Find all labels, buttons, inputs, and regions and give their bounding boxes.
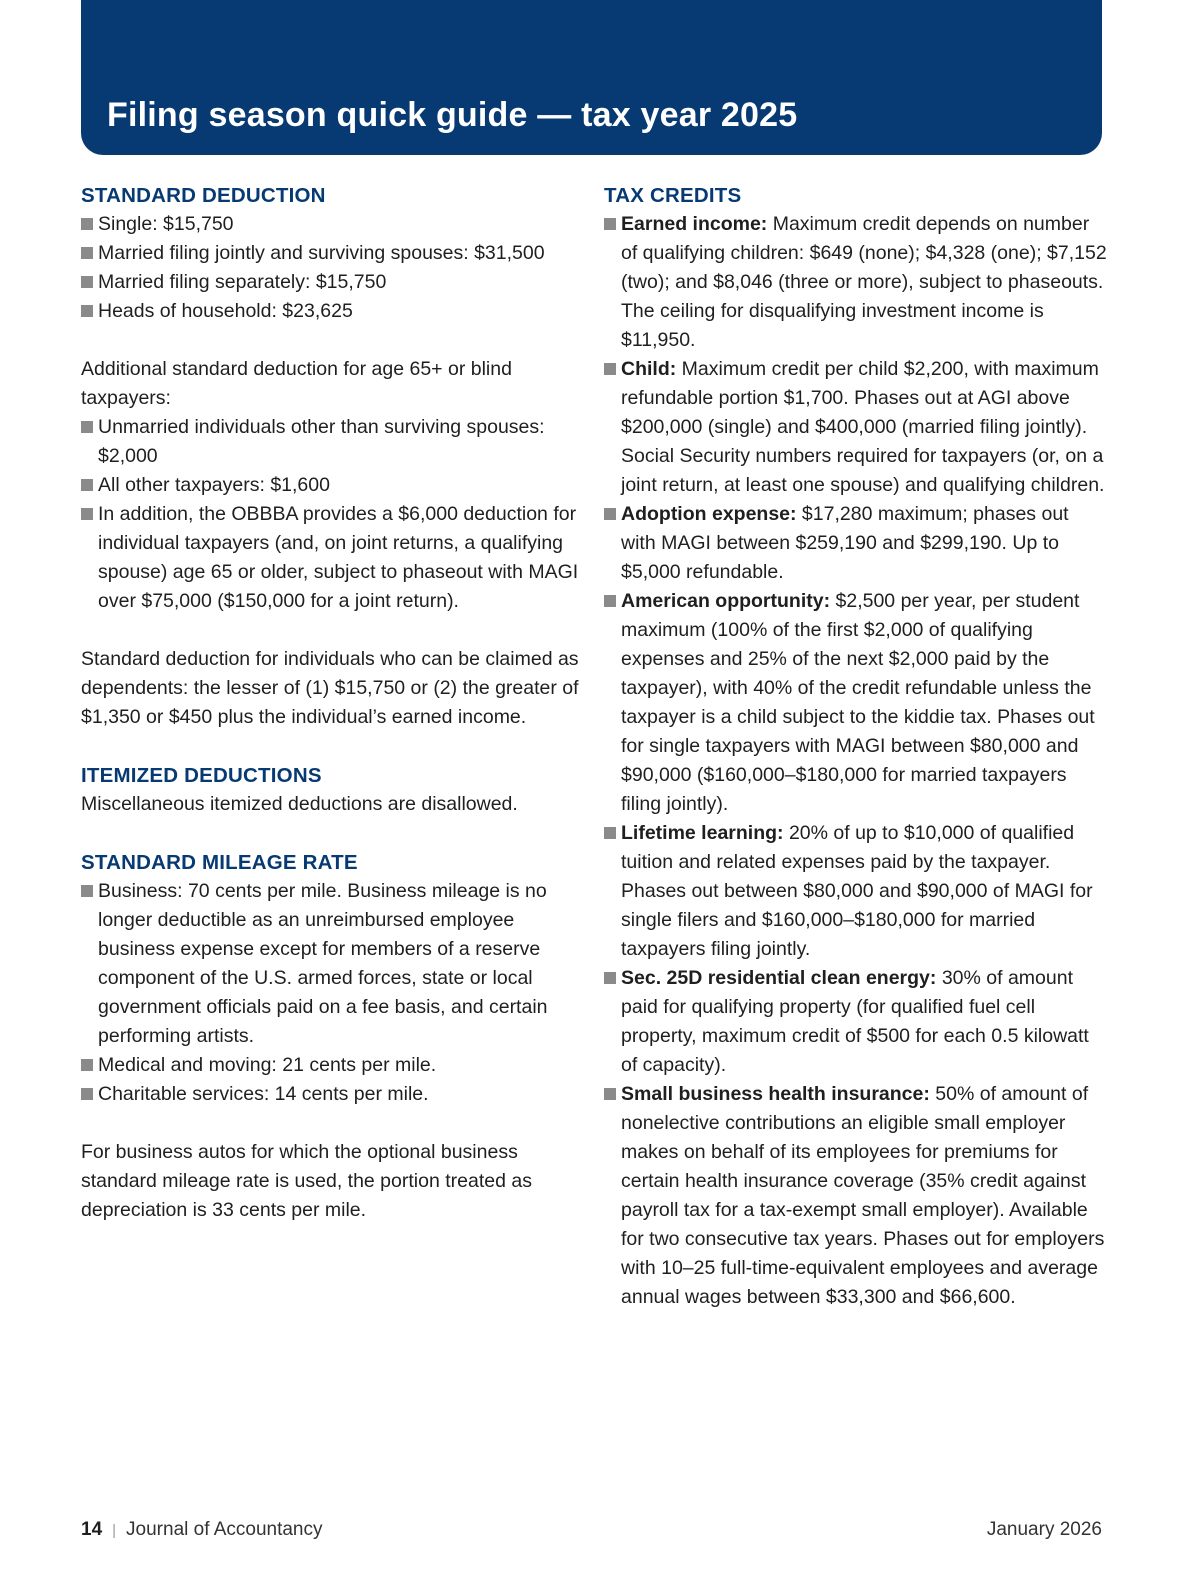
footer-separator: | [112, 1522, 117, 1539]
credit-small-business-health [604, 1080, 1107, 1312]
mileage-rate-heading: STANDARD MILEAGE RATE [81, 851, 358, 874]
spacer [81, 1109, 581, 1138]
spacer [81, 326, 581, 355]
list-item: All other taxpayers: $1,600 [81, 471, 581, 500]
left-column [81, 181, 581, 1225]
credit-term: Sec. 25D residential clean energy: [621, 967, 937, 989]
credit-clean-energy [604, 964, 1107, 1080]
mileage-rate-list [81, 877, 581, 1109]
list-item: Business: 70 cents per mile. Business mileage is no longer deductible as an unreimbursed employee business expense except for members of a reserve component of the U.S. armed forces, state or local government officials paid on a fee basis, and certain performing artists. [81, 877, 581, 1051]
credit-term: Earned income: [621, 213, 768, 235]
dependents-paragraph: Standard deduction for individuals who can be claimed as dependents: the lesser of (1) $15,750 or (2) the greater of $1,350 or $450 plus the individual’s earned income. [81, 648, 579, 728]
additional-deduction-list [81, 413, 581, 616]
itemized-deductions-text: Miscellaneous itemized deductions are disallowed. [81, 793, 518, 815]
list-item: Charitable services: 14 cents per mile. [81, 1080, 581, 1109]
list-item: Single: $15,750 [81, 210, 581, 239]
credit-text: 20% of up to $10,000 of qualified tuition and related expenses paid by the taxpayer. Phases out between $80,000 and $90,000 of MAGI for single filers and $160,000–$180,000 for married taxpayers filing jointly. [621, 822, 1093, 960]
credit-term: Adoption expense: [621, 503, 797, 525]
credit-text: Maximum credit depends on number of qualifying children: $649 (none); $4,328 (one); $7,152 (two); and $8,046 (three or more), subject to phaseouts. The ceiling for disqualifying investment income is $11,950. [621, 213, 1107, 351]
spacer [81, 732, 581, 761]
standard-deduction-list [81, 210, 581, 326]
credit-american-opportunity [604, 587, 1107, 819]
credit-child [604, 355, 1107, 500]
credit-text: Maximum credit per child $2,200, with maximum refundable portion $1,700. Phases out at AGI above $200,000 (single) and $400,000 (married filing jointly). Social Security numbers required for taxpayers (or, on a joint return, at least one spouse) and qualifying children. [621, 358, 1105, 496]
credit-lifetime-learning [604, 819, 1107, 964]
tax-credits-list [604, 210, 1107, 1312]
list-item: Married filing separately: $15,750 [81, 268, 581, 297]
itemized-deductions-heading: ITEMIZED DEDUCTIONS [81, 764, 322, 787]
business-autos-paragraph: For business autos for which the optional business standard mileage rate is used, the portion treated as depreciation is 33 cents per mile. [81, 1141, 532, 1221]
list-item: In addition, the OBBBA provides a $6,000 deduction for individual taxpayers (and, on joint returns, a qualifying spouse) age 65 or older, subject to phaseout with MAGI over $75,000 ($150,000 for a joint return). [81, 500, 581, 616]
credit-text: $2,500 per year, per student maximum (100% of the first $2,000 of qualifying expenses and 25% of the next $2,000 paid by the taxpayer), with 40% of the credit refundable unless the taxpayer is a child subject to the kiddie tax. Phases out for single taxpayers with MAGI between $80,000 and $90,000 ($160,000–$180,000 for married taxpayers filing jointly). [621, 590, 1095, 815]
publication-name: Journal of Accountancy [126, 1519, 323, 1540]
credit-term: Small business health insurance: [621, 1083, 930, 1105]
title-banner [81, 0, 1102, 155]
list-item: Unmarried individuals other than surviving spouses: $2,000 [81, 413, 581, 471]
page-number: 14 [81, 1519, 103, 1540]
list-item: Heads of household: $23,625 [81, 297, 581, 326]
credit-term: Lifetime learning: [621, 822, 784, 844]
page-title: Filing season quick guide — tax year 2025 [107, 96, 798, 134]
spacer [81, 616, 581, 645]
credit-term: Child: [621, 358, 677, 380]
credit-text: 30% of amount paid for qualifying property (for qualified fuel cell property, maximum credit of $500 for each 0.5 kilowatt of capacity). [621, 967, 1089, 1076]
credit-text: $17,280 maximum; phases out with MAGI between $259,190 and $299,190. Up to $5,000 refundable. [621, 503, 1069, 583]
list-item: Medical and moving: 21 cents per mile. [81, 1051, 581, 1080]
list-item: Married filing jointly and surviving spouses: $31,500 [81, 239, 581, 268]
credit-text: 50% of amount of nonelective contributions an eligible small employer makes on behalf of its employees for premiums for certain health insurance coverage (35% credit against payroll tax for a tax-exempt small employer). Available for two consecutive tax years. Phases out for employers with 10–25 full-time-equivalent employees and average annual wages between $33,300 and $66,600. [621, 1083, 1105, 1308]
right-column [604, 181, 1107, 1312]
spacer [81, 819, 581, 848]
credit-adoption [604, 500, 1107, 587]
footer-date: January 2026 [986, 1519, 1102, 1540]
additional-deduction-intro: Additional standard deduction for age 65+ or blind taxpayers: [81, 358, 512, 409]
footer-left [81, 1517, 323, 1544]
credit-term: American opportunity: [621, 590, 831, 612]
standard-deduction-heading: STANDARD DEDUCTION [81, 184, 326, 207]
tax-credits-heading: TAX CREDITS [604, 184, 742, 207]
credit-earned-income [604, 210, 1107, 355]
